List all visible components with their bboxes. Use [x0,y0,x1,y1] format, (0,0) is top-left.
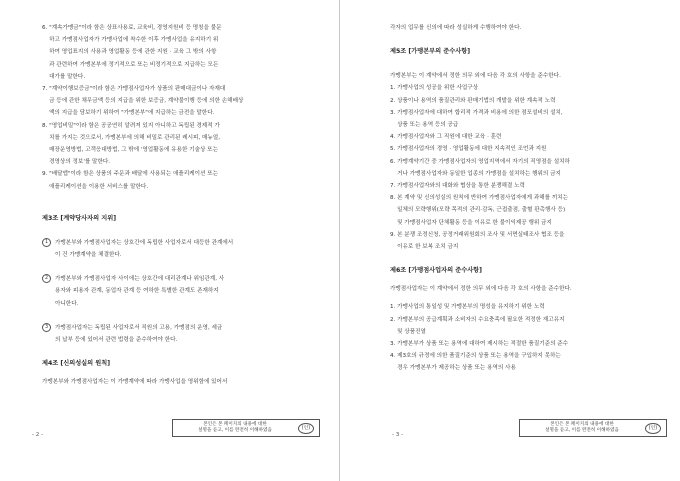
text-line: 이유로 한 보복 조치 금지 [397,244,459,251]
seal-mark: (인) [298,423,314,434]
text-line: 매장운영방법, 고객응대방법, 그 밖에 '영업활동에 유용한 기술상 또는 [49,147,218,154]
text-line: 금 등에 관한 채무금액 등의 지급을 위한 보증금, 계약불이행 등에 의한 손해배상 [49,98,244,105]
list-item: 5. 가맹점사업자의 경영 · 영업활동에 대한 지속적인 조언과 지원 [390,146,547,153]
definition-list [42,22,304,193]
text-line: 일체의 모략행위(모략 목적의 관리·감독, 근접출점, 출혈 판촉행사 등) [397,207,566,214]
definition-item-6 [42,22,304,83]
article-4-heading: 제4조 [신의성실의 원칙] [42,360,111,368]
text-line: 제3호의 규정에 의한 품질기준의 상품 또는 용역을 구입하지 못하는 [397,353,561,360]
text-line: 본 분쟁 조정신청, 공정거래위원회의 조사 및 서면실태조사 협조 등을 [397,231,565,238]
article-3-clause-1 [42,237,304,261]
text-line: 거나 가맹점사업자와 동일한 업종의 가맹점을 설치하는 행위의 금지 [397,170,561,177]
right-page-body [390,22,650,375]
stamp-text-line: 본인은 본 페이지의 내용에 대한 [203,422,267,428]
text-line: 액의 지급을 담보하기 위하여 "가맹본부"에 지급하는 금전을 말한다. [49,110,215,117]
list-item: 1. 가맹사업의 성공을 위한 사업구상 [390,85,479,92]
article-3-heading: 제3조 [계약당사자의 지위] [42,214,117,222]
page-number: - 3 - [392,432,404,438]
text-line: 가맹본부와 가맹점사업자 사이에는 상호간에 대리관계나 위임관계, 사 [55,276,225,283]
list-item: 4. 제3호의 규정에 의한 품질기준의 상품 또는 용역을 구입하지 못하는 경우 가맹본부가 제공하는 상품 또는 용역의 사용 [390,353,561,372]
text-line: 가맹사업의 통일성 및 가맹본부의 명성을 유지하기 위한 노력 [397,304,545,311]
text-line: 의 납부 등에 있어서 관련 법령을 준수하여야 한다. [55,337,178,344]
definition-item-9 [42,168,304,192]
text-line: 가맹점사업자와 그 직원에 대한 교육 · 훈련 [397,134,502,141]
article-6-list [390,301,650,374]
text-line: 가맹본부가 상품 또는 용역에 대하여 제시하는 적절한 품질기준의 준수 [397,341,569,348]
text-line: 용자와 피용자 관계, 동업자 관계 등 여하한 특별한 관계도 존재하지 [55,288,219,295]
text-line: 가맹점사업자에 대하여 합리적 가격과 비용에 의한 점포설비의 설치, [397,109,563,116]
item-number: 6. [42,25,48,31]
text-line: 과 관련하여 가맹본부에 정기적으로 또는 비정기적으로 지급하는 모든 [49,61,219,68]
item-number: 8. [42,122,48,129]
item-number: 9. [42,171,48,178]
list-item: 4. 가맹점사업자와 그 직원에 대한 교육 · 훈련 [390,134,502,141]
list-item: 8. 본 계약 및 신의성실의 원칙에 반하여 가맹점사업자에게 과해를 끼치는 일체의 모략행위(모략 목적의 관리·감독, 근접출점, 출혈 판촉행사 등) 및 가맹점사업자 단체활동 등을 이유로 한 불이익제공 행위 금지 [390,195,569,226]
list-item: 9. 본 분쟁 조정신청, 공정거래위원회의 조사 및 서면실태조사 협조 등을 이유로 한 보복 조치 금지 [390,231,565,251]
document-page-right [340,0,680,481]
text-line: 대가를 말한다. [49,73,86,80]
text-line: 가맹계약기간 중 가맹점사업자의 영업지역에서 자기의 직영점을 설치하 [397,158,570,165]
text-line: 하고 가맹점사업자가 가맹사업에 착수한 이후 가맹사업을 유지하기 위 [49,37,219,44]
text-line: 치를 가지는 것으로서, 가맹본부에 의해 비밀로 관리된 레시피, 매뉴얼, [49,134,220,141]
article-3-clause-3 [42,322,304,346]
definition-item-8 [42,120,304,169]
text-line: "영업비밀"이라 함은 공공연히 알려져 있지 아니하고 독립된 경제적 가 [49,122,220,129]
confirmation-stamp-box [172,419,320,437]
article-5-intro: 가맹본부는 이 계약에서 정한 의무 외에 다음 각 호의 사항을 준수한다. [390,73,561,80]
article-6-heading: 제6조 [가맹점사업자의 준수사항] [390,267,482,275]
text-line: 상품 또는 용역 등의 공급 [397,122,459,129]
text-line: 각자의 업무를 신의에 따라 성실하게 수행하여야 한다. [390,25,522,31]
circled-number-3: 3 [42,323,51,332]
text-line: 아니한다. [55,300,79,307]
item-number: 7. [42,86,48,93]
text-line: "배달앱"이라 함은 상품의 주문과 배달에 사용되는 애플리케이션 또는 [49,171,219,178]
text-line: 경영상의 정보'를 말한다. [49,159,111,166]
circled-number-1: 1 [42,238,51,247]
text-line: 애플리케이션을 이용한 서비스를 말한다. [49,183,149,190]
article-3-clause-2 [42,273,304,310]
text-line: 및 가맹점사업자 단체활동 등을 이유로 한 불이익제공 행위 금지 [397,219,552,226]
article-4-body [42,376,304,388]
list-item: 3. 가맹점사업자에 대하여 합리적 가격과 비용에 의한 점포설비의 설치, 상품 또는 용역 등의 공급 [390,109,563,129]
list-item: 3. 가맹본부가 상품 또는 용역에 대하여 제시하는 적절한 품질기준의 준수 [390,341,569,348]
definition-item-7 [42,83,304,120]
list-item: 1. 가맹사업의 통일성 및 가맹본부의 명성을 유지하기 위한 노력 [390,304,545,311]
list-item: 7. 가맹점사업자와의 대화와 협상을 통한 분쟁해결 노력 [390,183,525,190]
circled-number-2: 2 [42,274,51,283]
text-line: 가맹본부와 가맹점사업자는 상호간에 독립한 사업자로서 대등한 관계에서 [55,239,234,246]
stamp-text-line: 설명을 듣고, 이를 완전히 이해하였음 [198,428,272,433]
text-line: 가맹점사업자는 독립된 사업자로서 직원의 고용, 가맹점의 운영, 세금 [55,324,223,331]
page-number: - 2 - [32,432,44,438]
seal-mark: (인) [645,423,661,434]
text-line: 가맹점사업자와의 대화와 협상을 통한 분쟁해결 노력 [397,183,525,190]
stamp-text-line: 설명을 듣고, 이를 완전히 이해하였음 [545,428,619,433]
left-page-body [42,22,304,388]
confirmation-stamp-box [519,419,667,437]
text-line: "계속가맹금"이라 함은 상표사용료, 교육비, 경영지원비 등 명칭을 불문 [49,25,222,31]
stamp-text-line: 본인은 본 페이지의 내용에 대한 [550,422,614,428]
text-line: 하여 영업표지의 사용과 영업활동 등에 관한 지원 · 교육 그 밖의 사항 [49,49,217,56]
article-6-intro: 가맹점사업자는 이 계약에서 정한 의무 외에 다음 각 호의 사항을 준수한다. [390,286,572,293]
text-line: 및 상품진열 [397,328,426,335]
text-line: 경우 가맹본부가 제공하는 상품 또는 용역의 사용 [397,365,516,372]
text-line: 이 건 가맹계약을 체결한다. [55,252,122,259]
article-5-list [390,82,650,253]
text-line: "계약이행보증금"이라 함은 가맹점사업자가 상품의 판매대금이나 자재대 [49,86,226,93]
list-item: 6. 가맹계약기간 중 가맹점사업자의 영업지역에서 자기의 직영점을 설치하 거나 가맹점사업자와 동일한 업종의 가맹점을 설치하는 행위의 금지 [390,158,570,177]
text-line: 가맹본부와 가맹점사업자는 이 가맹계약에 따라 가맹사업을 영위함에 있어서 [42,379,228,386]
article-5-heading: 제5조 [가맹본부의 준수사항] [390,48,471,56]
list-item: 2. 가맹본부의 공급계획과 소비자의 수요충족에 필요한 적정한 재고유지 및 상품진열 [390,316,565,335]
list-item: 2. 상품이나 용역의 품질관리와 판매기법의 개발을 위한 계속적 노력 [390,97,556,104]
text-line: 가맹사업의 성공을 위한 사업구상 [397,85,479,92]
text-line: 본 계약 및 신의성실의 원칙에 반하여 가맹점사업자에게 과해를 끼치는 [397,195,569,202]
text-line: 가맹본부의 공급계획과 소비자의 수요충족에 필요한 적정한 재고유지 [397,316,565,323]
text-line: 상품이나 용역의 품질관리와 판매기법의 개발을 위한 계속적 노력 [397,97,556,104]
text-line: 가맹점사업자의 경영 · 영업활동에 대한 지속적인 조언과 지원 [397,146,547,153]
continued-text [390,22,650,34]
